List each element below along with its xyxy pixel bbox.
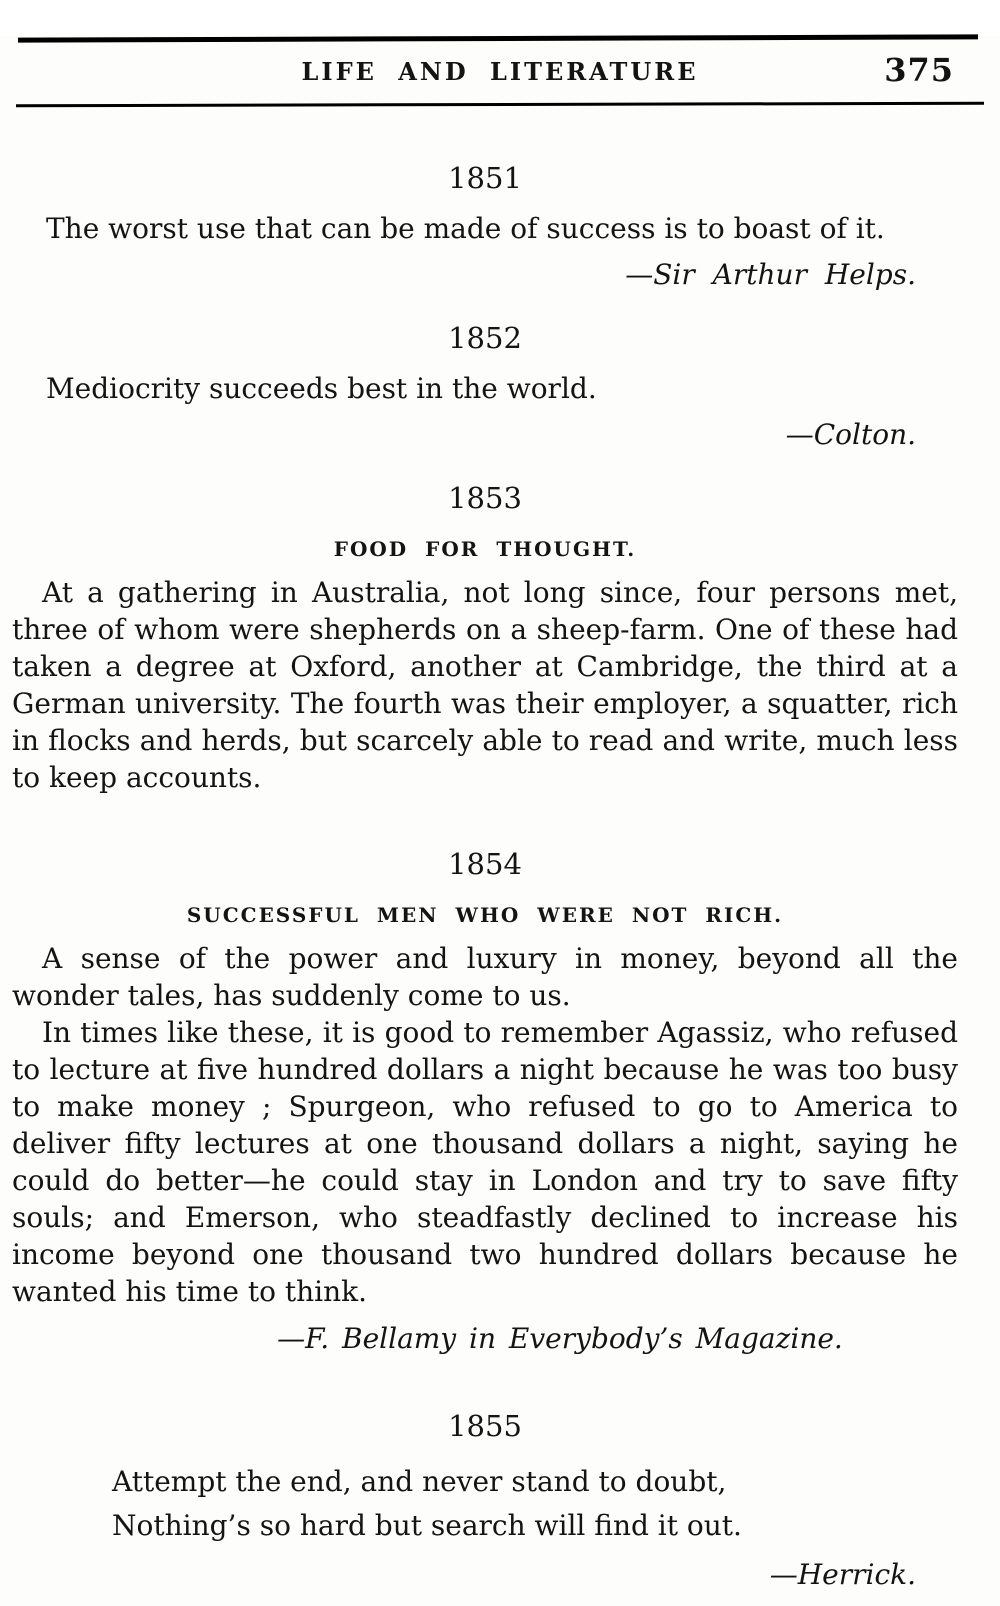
entry-number: 1853 bbox=[448, 481, 522, 515]
entry-number: 1855 bbox=[448, 1409, 522, 1443]
quote-entry-1854 bbox=[12, 846, 958, 1358]
attribution: —Herrick. bbox=[769, 1558, 916, 1591]
paragraph: In times like these, it is good to remember Agassiz, who refused to lecture at five hundred dollars a night because he was too busy to make money ; Spurgeon, who refused to go to America to deliver fifty lectures at one thousand dollars a night, saying he could do better—he could stay in London and try to save fifty souls; and Emerson, who steadfastly declined to increase his income beyond one thousand two hundred dollars because he wanted his time to think. bbox=[12, 1016, 958, 1308]
attribution: —Sir Arthur Helps. bbox=[625, 258, 916, 291]
paragraph: A sense of the power and luxury in money, beyond all the wonder tales, has suddenly come to us. bbox=[12, 942, 958, 1012]
quote-text: The worst use that can be made of success is to boast of it. bbox=[46, 212, 885, 245]
paragraph: At a gathering in Australia, not long since, four persons met, three of whom were shepherds on a sheep-farm. One of these had taken a degree at Oxford, another at Cambridge, the third at a German university. The fourth was their employer, a squatter, rich in flocks and herds, but scarcely able to read and write, much less to keep accounts. bbox=[12, 576, 958, 794]
quote-entry-1851 bbox=[12, 160, 958, 294]
page-content bbox=[0, 160, 1000, 1594]
quote-entry-1853 bbox=[12, 480, 958, 796]
quote-entry-1852 bbox=[12, 320, 958, 454]
verse bbox=[112, 1460, 958, 1548]
page-number: 375 bbox=[884, 51, 954, 89]
quote-text: Mediocrity succeeds best in the world. bbox=[46, 372, 597, 405]
attribution: —F. Bellamy in Everybody’s Magazine. bbox=[277, 1322, 843, 1355]
attribution: —Colton. bbox=[785, 418, 916, 451]
quote-entry-1855 bbox=[12, 1408, 958, 1594]
entry-number: 1851 bbox=[448, 161, 522, 195]
top-rule bbox=[18, 34, 978, 42]
header-rule bbox=[16, 102, 984, 108]
running-header bbox=[0, 51, 1000, 93]
book-page bbox=[0, 36, 1000, 1606]
entry-heading: FOOD FOR THOUGHT. bbox=[333, 537, 637, 561]
verse-line: Attempt the end, and never stand to doubt, bbox=[112, 1465, 727, 1498]
running-title: LIFE AND LITERATURE bbox=[301, 57, 699, 86]
verse-line: Nothing’s so hard but search will find it out. bbox=[112, 1509, 742, 1542]
entry-number: 1852 bbox=[448, 321, 522, 355]
entry-number: 1854 bbox=[448, 847, 522, 881]
entry-heading: SUCCESSFUL MEN WHO WERE NOT RICH. bbox=[186, 903, 784, 927]
